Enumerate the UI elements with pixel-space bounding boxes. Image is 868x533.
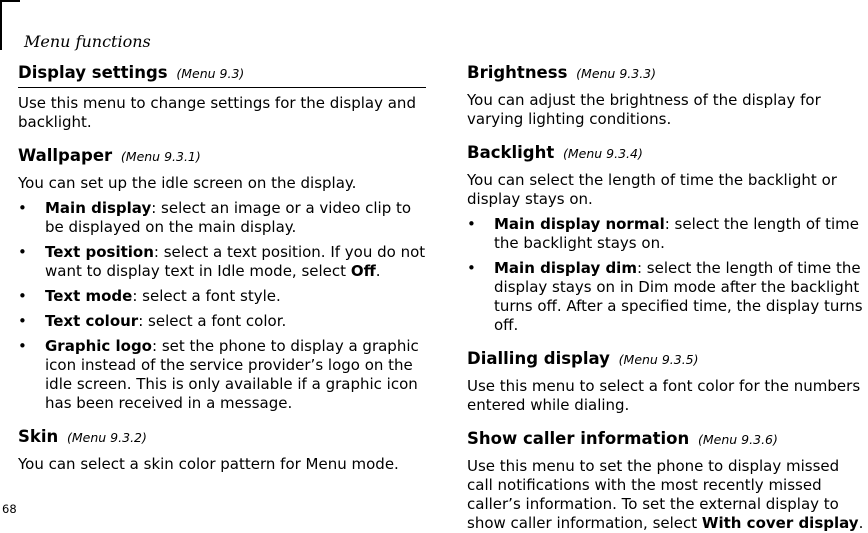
bullet-term: Main display — [45, 199, 152, 217]
bullet-desc: : select a font style. — [132, 287, 281, 305]
section-body: Use this menu to change settings for the display and backlight. — [18, 94, 416, 131]
option-name: With cover display — [701, 514, 859, 532]
bullet-icon: • — [18, 287, 27, 305]
bullet-desc: : select an image or a video clip to be displayed on the main display. — [45, 199, 412, 236]
menu-ref: (Menu 9.3.3) — [576, 66, 657, 81]
body-tail: . — [858, 514, 864, 532]
bullet-desc: : select a font color. — [138, 312, 287, 330]
bullet-desc: : select the length of time the display stays on in Dim mode after the backlight turns off. After a specified time, the display turns off. — [494, 259, 863, 334]
page-number: 68 — [2, 502, 17, 516]
bullet-icon: • — [467, 259, 476, 277]
heading-text: Show caller information — [467, 429, 690, 448]
heading-text: Skin — [18, 427, 59, 446]
bullet-option: Off — [350, 262, 376, 280]
section-body: You can select the length of time the backlight or display stays on. — [467, 171, 837, 208]
bullet-term: Text mode — [45, 287, 133, 305]
bullet-term: Text colour — [45, 312, 139, 330]
section-heading-show-caller — [467, 428, 868, 451]
bullet-icon: • — [18, 312, 27, 330]
list-item — [18, 243, 426, 281]
bullet-term: Main display dim — [494, 259, 637, 277]
section-body — [467, 457, 868, 533]
bullet-tail: . — [375, 262, 381, 280]
heading-text: Display settings — [18, 63, 168, 82]
section-heading-skin — [18, 426, 426, 449]
body-text: Use this menu to set the phone to display missed call notifications with the most recently missed caller’s information. To set the external display to show caller information, select — [467, 457, 840, 532]
menu-ref: (Menu 9.3.4) — [562, 146, 643, 161]
list-item — [18, 312, 426, 331]
header-decoration — [0, 0, 20, 50]
wallpaper-bullet-list — [18, 199, 426, 413]
list-item — [18, 337, 426, 413]
menu-ref: (Menu 9.3.1) — [120, 149, 201, 164]
section-heading-wallpaper — [18, 145, 426, 168]
page-header-title: Menu functions — [24, 32, 151, 51]
heading-text: Dialling display — [467, 349, 610, 368]
bullet-icon: • — [18, 243, 27, 261]
menu-ref: (Menu 9.3.6) — [698, 432, 778, 447]
bullet-icon: • — [467, 215, 476, 233]
section-body: Use this menu to select a font color for the numbers entered while dialing. — [467, 377, 861, 414]
list-item — [18, 199, 426, 237]
section-heading-dialling-display — [467, 348, 868, 371]
section-heading-backlight — [467, 142, 868, 165]
menu-ref: (Menu 9.3) — [176, 66, 245, 81]
section-body: You can select a skin color pattern for Menu mode. — [18, 455, 399, 473]
bullet-term: Graphic logo — [45, 337, 152, 355]
menu-ref: (Menu 9.3.2) — [67, 430, 147, 445]
list-item — [467, 215, 868, 253]
section-body: You can set up the idle screen on the display. — [18, 174, 357, 192]
heading-text: Brightness — [467, 63, 568, 82]
bullet-desc: : select a text position. If you do not want to display text in Idle mode, select — [45, 243, 426, 280]
bullet-desc: : set the phone to display a graphic icon instead of the service provider’s logo on the idle screen. This is only available if a graphic icon has been received in a message. — [45, 337, 419, 412]
bullet-term: Main display normal — [494, 215, 665, 233]
section-heading-display-settings — [18, 62, 426, 88]
backlight-bullet-list — [467, 215, 868, 335]
list-item — [467, 259, 868, 335]
bullet-desc: : select the length of time the backlight stays on. — [494, 215, 859, 252]
bullet-icon: • — [18, 199, 27, 217]
menu-ref: (Menu 9.3.5) — [618, 352, 699, 367]
heading-text: Wallpaper — [18, 146, 113, 165]
heading-text: Backlight — [467, 143, 555, 162]
list-item — [18, 287, 426, 306]
bullet-term: Text position — [45, 243, 154, 261]
bullet-icon: • — [18, 337, 27, 355]
section-heading-brightness — [467, 62, 868, 85]
right-column — [467, 62, 868, 533]
left-column — [18, 62, 426, 474]
section-body: You can adjust the brightness of the display for varying lighting conditions. — [467, 91, 821, 128]
